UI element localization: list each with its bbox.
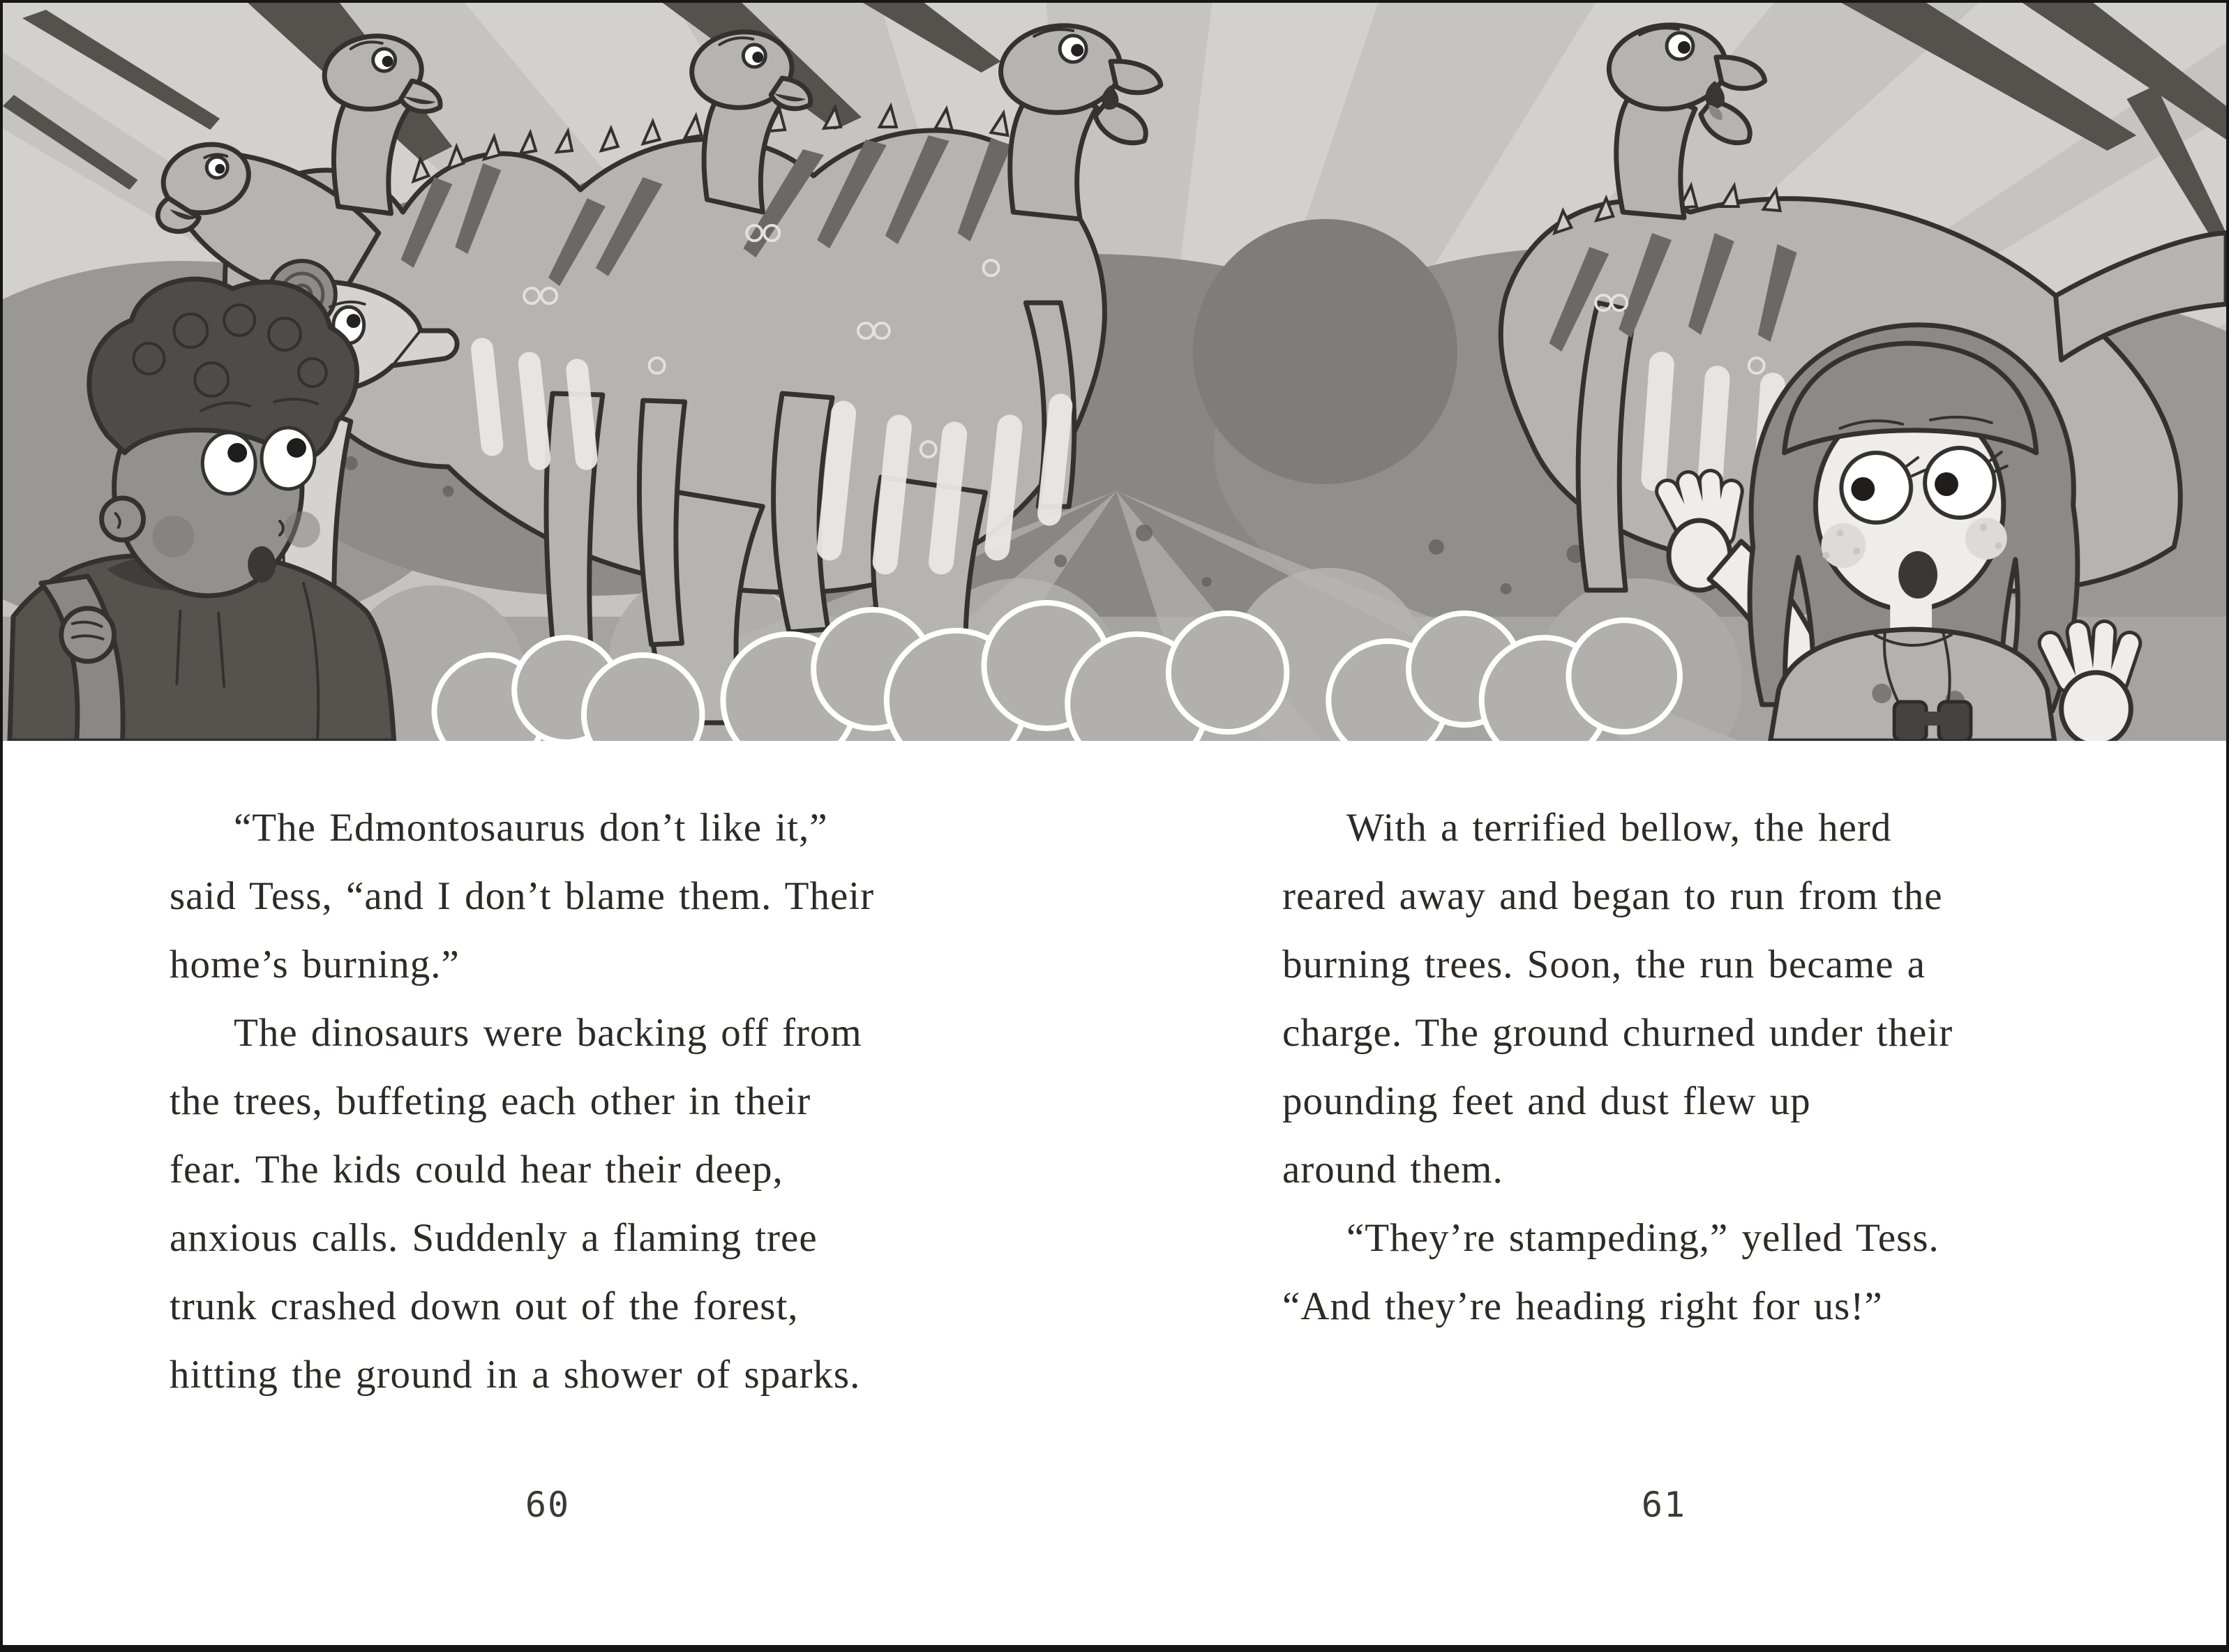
- story-line: home’s burning.”: [170, 943, 460, 986]
- story-line: “And they’re heading right for us!”: [1282, 1284, 1883, 1328]
- story-line: “They’re stampeding,” yelled Tess.: [1346, 1216, 1939, 1260]
- story-line: anxious calls. Suddenly a flaming tree: [170, 1216, 818, 1260]
- story-line: around them.: [1282, 1148, 1503, 1192]
- story-line: fear. The kids could hear their deep,: [170, 1148, 783, 1192]
- page-number-right: 61: [1641, 1485, 1687, 1525]
- story-line: With a terrified bellow, the herd: [1346, 806, 1892, 850]
- illustration: [3, 3, 2226, 741]
- story-line: the trees, buffeting each other in their: [170, 1079, 811, 1123]
- story-line: burning trees. Soon, the run became a: [1282, 943, 1926, 986]
- story-line: The dinosaurs were backing off from: [234, 1011, 862, 1055]
- story-line: charge. The ground churned under their: [1282, 1011, 1953, 1055]
- story-line: said Tess, “and I don’t blame them. Their: [170, 874, 875, 918]
- story-line: “The Edmontosaurus don’t like it,”: [234, 806, 828, 850]
- page-number-left: 60: [525, 1485, 571, 1525]
- girl-right-hand: [2050, 632, 2131, 741]
- story-line: trunk crashed down out of the forest,: [170, 1284, 799, 1328]
- story-line: hitting the ground in a shower of sparks.: [170, 1353, 861, 1397]
- story-line: pounding feet and dust flew up: [1282, 1079, 1811, 1123]
- right-page-text: [1282, 794, 2064, 1341]
- story-line: reared away and began to run from the: [1282, 874, 1943, 918]
- left-page-text: [170, 794, 951, 1409]
